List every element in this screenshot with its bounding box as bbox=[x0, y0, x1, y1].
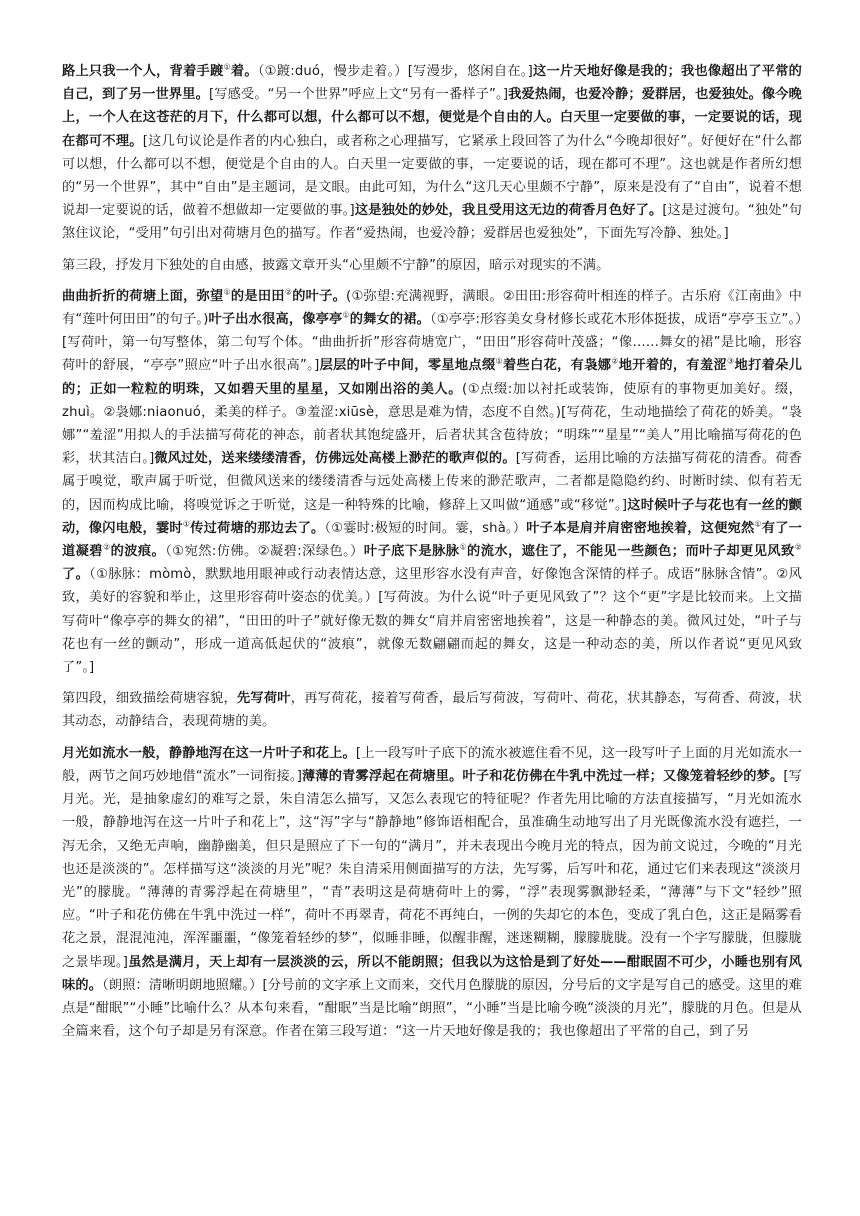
original-text: 的是田田 bbox=[230, 288, 285, 304]
original-text: 了。 bbox=[62, 567, 90, 583]
section-summary bbox=[62, 687, 802, 733]
annotation-text: （朗照：清晰明朗地照耀。）[分号前的文字承上文而来，交代月色朦胧的原因，分号后的文字是写自己的感受。这里的难点是“酣眠”“小睡”比喻什么？从本句来看，“酣眠”当是比喻“朗照”，“小睡”当是比喻今晚“淡淡的月光”，朦胧的月色。但是从全篇来看，这个句子却是另有深意。作者在第三段写道：“这一片天地好像是我的；我也像超出了平常的自己，到了另 bbox=[62, 977, 803, 1040]
annotation-text: 第三段，抒发月下独处的自由感，披露文章开头“心里颇不宁静”的原因，暗示对现实的不满。 bbox=[62, 257, 610, 273]
original-text: 地开着的，有羞涩 bbox=[618, 358, 728, 374]
footnote-marker: ② bbox=[284, 287, 293, 297]
annotated-paragraph bbox=[62, 285, 802, 679]
original-text: 层层的叶子中间，零星地点缀 bbox=[319, 358, 496, 374]
original-text: 路上只我一个人，背着手踱 bbox=[62, 64, 224, 79]
footnote-marker: ① bbox=[223, 287, 231, 297]
original-text: 这是独处的妙处，我且受用这无边的荷香月色好了。 bbox=[354, 203, 663, 219]
original-text: 传过荷塘的那边去了。 bbox=[190, 520, 325, 536]
footnote-marker: ② bbox=[102, 542, 111, 552]
original-text: 虽然是满月，天上却有一层淡淡的云，所以不能朗照；但我以为这恰是到了好处——酣眠固不可少，小睡也别有风味的。 bbox=[62, 954, 802, 993]
original-text: 曲曲折折的荷塘上面，弥望 bbox=[62, 288, 224, 304]
annotation-text: （①踱:duó，慢步走着。）[写漫步，悠闲自在。] bbox=[257, 64, 533, 79]
original-text: 有了一道凝碧 bbox=[62, 520, 802, 560]
footnote-marker: ① bbox=[754, 519, 762, 529]
original-text: 先写荷叶 bbox=[236, 691, 291, 707]
original-text: 这一片天地好像是我的；我也像超出了平常的自己，到了另一世界里。 bbox=[62, 64, 803, 103]
annotation-text: [这几句议论是作者的内心独白，或者称之心理描写，它紧承上段回答了为什么“今晚却很好”。好便好在“什么都可以想，什么都可以不想，便觉是个自由的人。白天里一定要做的事，一定要说的话，现在都可不理”。这也就是作者所幻想的“另一个世界”，其中“自由”是主题词，是文眼。由此可知，为什么“这几天心里颇不宁静”，原来是没有了“自由”，说着不想说却一定要说的话，做着不想做却一定要做的事。] bbox=[62, 133, 802, 219]
annotation-text: [写荷香，运用比喻的方法描写荷花的清香。荷香属于嗅觉，歌声属于听觉，但微风送来的缕缕清香与远处高楼上传来的渺茫歌声，二者都是隐隐约约、时断时续、似有若无的，因而构成比喻，将嗅觉诉之于听觉，这是一种特殊的比喻，修辞上又叫做“通感”或“移觉”。] bbox=[62, 451, 802, 513]
footnote-marker: ① bbox=[459, 542, 468, 552]
annotation-text: （①霎时:极短的时间。霎，shà。） bbox=[324, 520, 527, 536]
original-text: 地打着朵儿的；正如一粒粒的明珠，又如碧天里的星星，又如刚出浴的美人。 bbox=[62, 358, 803, 397]
section-summary bbox=[62, 254, 802, 277]
original-text: 月光如流水一般，静静地泻在这一片叶子和花上。 bbox=[62, 745, 356, 761]
original-text: 薄薄的青雾浮起在荷塘里。叶子和花仿佛在牛乳中洗过一样；又像笼着轻纱的梦。 bbox=[302, 768, 784, 784]
footnote-marker: ③ bbox=[727, 357, 735, 367]
annotation-text: [写月光。光，是抽象虚幻的难写之景，朱自清怎么描写，又怎么表现它的特征呢？作者先用比喻的方法直接描写，“月光如流水一般，静静地泻在这一片叶子和花上”，这“泻”字与“静静地”修饰语相配合，虽准确生动地写出了月光既像流水没有遮拦，一泻无余，又绝无声响，幽静幽美，但只是照应了下一句的“满月”，并未表现出今晚月光的特点，因为前文说过，今晚的“月光也还是淡淡的”。怎样描写这“淡淡的月光”呢？朱自清采用侧面描写的方法，先写雾，后写叶和花，通过它们来表现这“淡淡月光”的朦胧。“薄薄的青雾浮起在荷塘里”，“青”表明这是荷塘荷叶上的雾，“浮”表现雾飘渺轻柔，“薄薄”与下文“轻纱”照应。“叶子和花仿佛在牛乳中洗过一样”，荷叶不再翠青，荷花不再纯白，一例的失却它的本色，变成了乳白色，这正是隔雾看花之景，混混沌沌，浑浑噩噩，“像笼着轻纱的梦”，似睡非睡，似醒非醒，迷迷糊糊，朦朦胧胧。没有一个字写朦胧，但朦胧之景毕现。] bbox=[62, 768, 802, 970]
annotation-text: （①脉脉：mòmò，默默地用眼神或行动表情达意，这里形容水没有声音，好像饱含深情的样子。成语“脉脉含情”。②风致，美好的容貌和举止，这里形容荷叶姿态的优美。）[写荷波。为什么说“叶子更见风致了”？这个“更”字是比较而来。上文描写荷叶“像亭亭的舞女的裙”，“田田的叶子”就好像无数的舞女“肩并肩密密地挨着”，这是一种静态的美。微风过处，“叶子与花也有一丝的颤动”，形成一道高低起伏的“波痕”，就像无数翩翩而起的舞女，这是一种动态的美，所以作者说“更见风致了”。] bbox=[62, 567, 802, 676]
annotation-text: (①点缀:加以衬托或装饰，使原有的事物更加美好。缀，zhuì。②袅娜:niaonuó，柔美的样子。③羞涩:xiūsè，意思是难为情，态度不自然。)[写荷花，生动地描绘了荷花的娇美。“袅娜”“羞涩”用拟人的手法描写荷花的神态，前者状其饱绽盛开，后者状其含苞待放；“明珠”“星星”“美人”用比喻描写荷花的色彩，状其洁白。] bbox=[62, 381, 802, 467]
original-text: 微风过处，送来缕缕清香，仿佛远处高楼上渺茫的歌声似的。 bbox=[154, 451, 516, 467]
annotation-text: （①亭亭:形容美女身材修长或花木形体挺拔，成语“亭亭玉立”。）[写荷叶，第一句写整体，第二句写个体。“曲曲折折”形容荷塘宽广，“田田”形容荷叶茂盛；“像……舞女的裙”是比喻，形容荷叶的舒展，“亭亭”照应“叶子出水很高”。] bbox=[62, 312, 802, 374]
original-text: 叶子底下是脉脉 bbox=[363, 544, 460, 560]
annotation-text: [上一段写叶子底下的流水被遮住看不见，这一段写叶子上面的月光如流水一般，两节之间巧妙地借“流水”一词衔接。] bbox=[62, 745, 802, 784]
original-text: 我爱热闹，也爱冷静；爱群居，也爱独处。像今晚上，一个人在这苍茫的月下，什么都可以想，什么都可以不想，便觉是个自由的人。白天里一定要做的事，一定要说的话，现在都可不理。 bbox=[62, 87, 802, 149]
annotation-text: [写感受。“另一个世界”呼应上文“另有一番样子”。] bbox=[208, 87, 509, 103]
document-body bbox=[62, 60, 802, 1043]
annotated-paragraph bbox=[62, 742, 802, 1044]
annotation-text: ，再写荷花，接着写荷香，最后写荷波，写荷叶、荷花，状其静态，写荷香、荷波，状其动态，动静结合，表现荷塘的美。 bbox=[62, 691, 802, 730]
annotated-paragraph bbox=[62, 60, 802, 246]
original-text: 叶子出水很高，像亭亭 bbox=[208, 312, 343, 328]
footnote-marker: ① bbox=[495, 357, 504, 367]
original-text: 这时候叶子与花也有一丝的颤动，像闪电般，霎时 bbox=[62, 497, 802, 536]
annotation-text: (①弥望:充满视野，满眼。②田田:形容荷叶相连的样子。古乐府《江南曲》中有“莲叶何田田”的句子。) bbox=[62, 288, 803, 328]
annotation-text: [这是过渡句。“独处”句煞住议论，“受用”句引出对荷塘月色的描写。作者“爱热闹，也爱冷静；爱群居也爱独处”，下面先写冷静、独处。] bbox=[62, 203, 803, 242]
footnote-marker: ② bbox=[794, 542, 802, 552]
original-text: 着。 bbox=[230, 64, 258, 79]
footnote-marker: ① bbox=[182, 519, 191, 529]
original-text: 叶子本是肩并肩密密地挨着，这便宛然 bbox=[526, 520, 755, 536]
original-text: 的叶子。 bbox=[292, 288, 347, 304]
original-text: 着些白花，有袅娜 bbox=[503, 358, 612, 374]
footnote-marker: ② bbox=[611, 357, 619, 367]
footnote-marker: ① bbox=[223, 62, 231, 72]
original-text: 的舞女的裙。 bbox=[349, 312, 430, 328]
original-text: 的流水，遮住了，不能见一些颜色；而叶子却更见风致 bbox=[467, 544, 795, 560]
annotation-text: 第四段，细致描绘荷塘容貌， bbox=[62, 691, 237, 707]
footnote-marker: ① bbox=[342, 310, 350, 320]
original-text: 的波痕。 bbox=[110, 544, 166, 560]
annotation-text: （①宛然:仿佛。②凝碧:深绿色。） bbox=[165, 544, 364, 560]
